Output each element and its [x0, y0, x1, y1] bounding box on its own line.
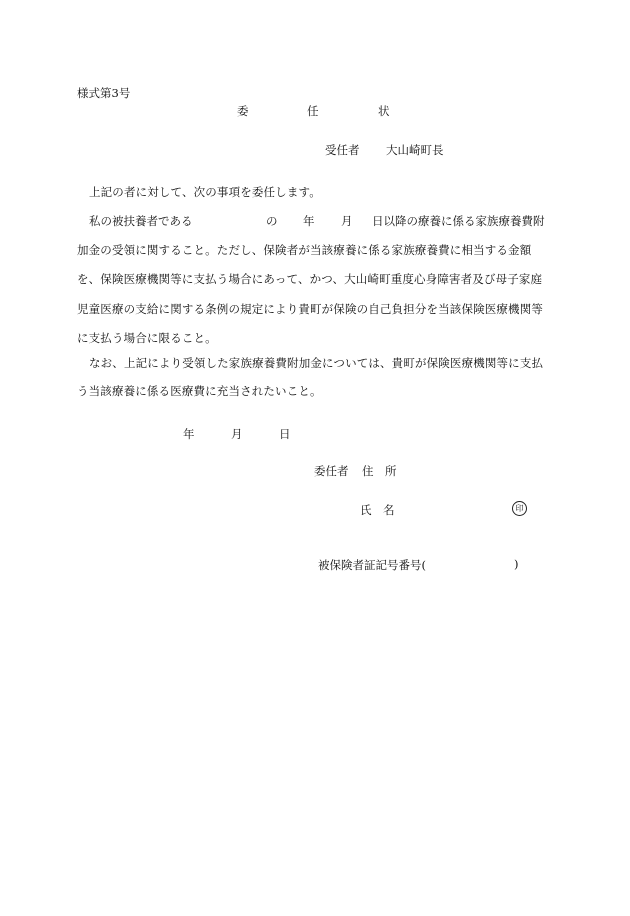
body-p2-line-5: に支払う場合に限ること。	[77, 331, 217, 345]
date-year: 年	[183, 427, 195, 441]
body-p2-line-3: を、保険医療機関等に支払う場合にあって、かつ、大山崎町重度心身障害者及び母子家庭	[77, 272, 543, 286]
seal-mark: 印	[512, 501, 527, 516]
title-char-1: 委	[237, 104, 249, 118]
form-number: 様式第3号	[77, 86, 131, 100]
body-paragraph-1: 上記の者に対して、次の事項を委任します。	[89, 185, 321, 199]
insurance-label: 被保険者証記号番号(	[318, 558, 426, 572]
body-p2-dependent: 私の被扶養者である	[89, 214, 193, 228]
body-p2-day-rest: 日以降の療養に係る家族療養費附	[372, 214, 545, 228]
date-day: 日	[279, 427, 291, 441]
body-p3-line-1: なお、上記により受領した家族療養費附加金については、貴町が保険医療機関等に支払	[89, 356, 544, 370]
recipient-name: 大山崎町長	[386, 143, 444, 157]
recipient-label: 受任者	[325, 143, 360, 157]
body-p2-no: の	[266, 214, 278, 228]
delegator-label: 委任者	[314, 464, 349, 478]
body-p3-line-2: う当該療養に係る医療費に充当されたいこと。	[77, 384, 322, 398]
body-p2-month: 月	[341, 214, 353, 228]
date-month: 月	[231, 427, 243, 441]
delegator-address-label: 住 所	[362, 464, 397, 478]
title-char-2: 任	[307, 104, 319, 118]
delegator-name-label: 氏 名	[360, 503, 395, 517]
body-p2-line-2: 加金の受領に関すること。ただし、保険者が当該療養に係る家族療養費に相当する金額	[77, 243, 532, 257]
insurance-close-paren: )	[514, 557, 519, 571]
title-char-3: 状	[378, 104, 390, 118]
body-p2-line-4: 児童医療の支給に関する条例の規定により貴町が保険の自己負担分を当該保険医療機関等	[77, 302, 543, 316]
body-p2-year: 年	[303, 214, 315, 228]
